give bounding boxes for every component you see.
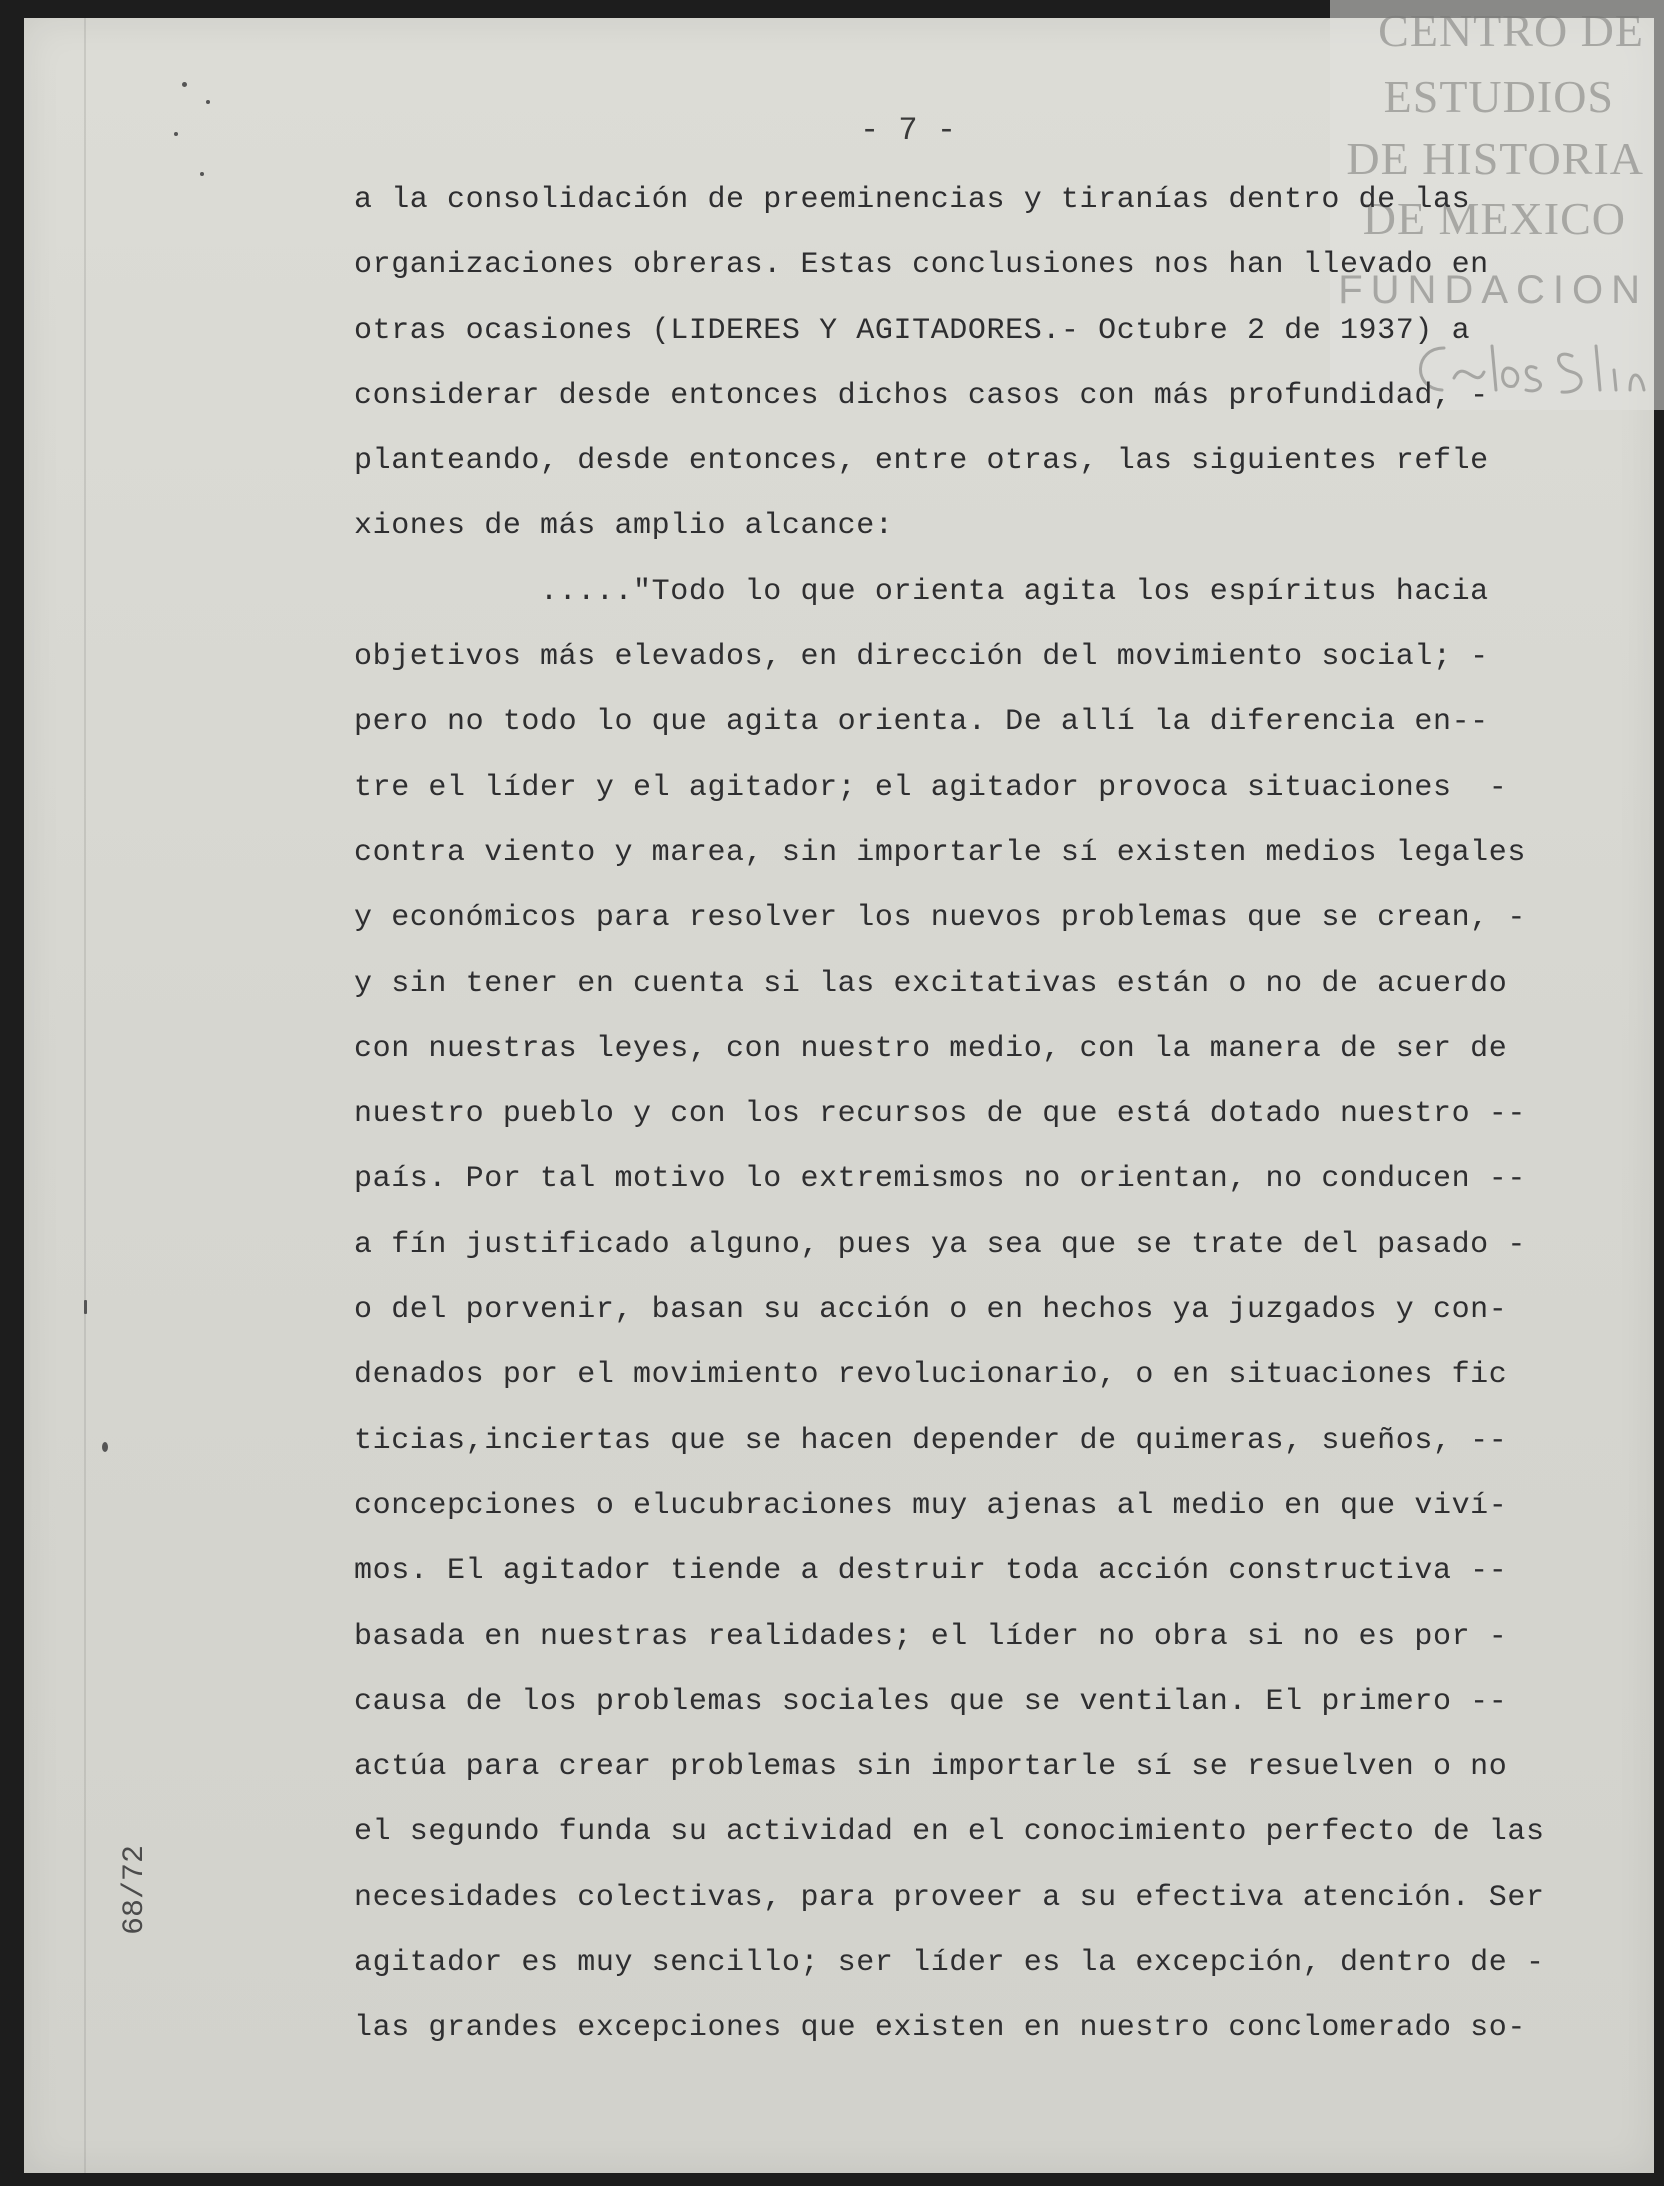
text-line: país. Por tal motivo lo extremismos no orientan, no conducen --: [354, 1162, 1526, 1197]
text-line: basada en nuestras realidades; el líder no obra si no es por -: [354, 1619, 1508, 1654]
page-number: - 7 -: [860, 112, 957, 149]
text-line: y económicos para resolver los nuevos problemas que se crean, -: [354, 901, 1526, 936]
text-line: xiones de más amplio alcance:: [354, 509, 894, 544]
text-line: mos. El agitador tiende a destruir toda acción constructiva --: [354, 1554, 1508, 1589]
text-line: a la consolidación de preeminencias y tiranías dentro de las: [354, 183, 1471, 217]
text-line: considerar desde entonces dichos casos con más profundidad, -: [354, 378, 1489, 413]
text-line: y sin tener en cuenta si las excitativas están o no de acuerdo: [354, 966, 1508, 1001]
text-line: concepciones o elucubraciones muy ajenas al medio en que viví-: [354, 1488, 1508, 1523]
text-line: o del porvenir, basan su acción o en hechos ya juzgados y con-: [354, 1293, 1508, 1328]
paper-edge-line: [84, 18, 86, 2173]
margin-folio-note: 68/72: [118, 1844, 152, 1935]
watermark-line: DE HISTORIA: [1346, 133, 1644, 184]
text-line: con nuestras leyes, con nuestro medio, con la manera de ser de: [354, 1031, 1508, 1066]
paper-speck: [182, 82, 187, 87]
text-line: causa de los problemas sociales que se ventilan. El primero --: [354, 1684, 1508, 1719]
text-line: ....."Todo lo que orienta agita los espíritus hacia: [354, 574, 1489, 609]
text-line: contra viento y marea, sin importarle sí existen medios legales: [354, 835, 1526, 870]
paper-speck: [84, 1300, 87, 1314]
text-line: las grandes excepciones que existen en nuestro conclomerado so-: [354, 2011, 1526, 2046]
text-line: denados por el movimiento revolucionario, o en situaciones fic: [354, 1358, 1508, 1393]
text-line: pero no todo lo que agita orienta. De allí la diferencia en--: [354, 705, 1489, 740]
watermark-line: CENTRO DE: [1378, 5, 1644, 56]
text-line: agitador es muy sencillo; ser líder es la excepción, dentro de -: [354, 1946, 1545, 1981]
text-line: tre el líder y el agitador; el agitador provoca situaciones -: [354, 770, 1508, 805]
text-line: actúa para crear problemas sin importarle sí se resuelven o no: [354, 1750, 1508, 1785]
text-line: necesidades colectivas, para proveer a su efectiva atención. Ser: [354, 1880, 1545, 1915]
text-line: nuestro pueblo y con los recursos de que está dotado nuestro --: [354, 1097, 1526, 1132]
text-line: a fín justificado alguno, pues ya sea que se trate del pasado -: [354, 1227, 1526, 1262]
text-line: planteando, desde entonces, entre otras, las siguientes refle: [354, 444, 1489, 479]
text-line: otras ocasiones (LIDERES Y AGITADORES.- Octubre 2 de 1937) a: [354, 313, 1471, 348]
paper-speck: [206, 100, 210, 104]
typewritten-body: [354, 168, 1654, 2062]
paper-speck: [102, 1442, 108, 1452]
watermark-line: FUNDACION: [1338, 268, 1648, 312]
text-line: ticias,inciertas que se hacen depender de quimeras, sueños, --: [354, 1423, 1508, 1458]
watermark-line: ESTUDIOS: [1383, 71, 1614, 122]
text-line: el segundo funda su actividad en el conocimiento perfecto de las: [354, 1815, 1545, 1850]
watermark-line: DE MEXICO: [1362, 193, 1626, 244]
text-line: objetivos más elevados, en dirección del movimiento social; -: [354, 640, 1489, 675]
text-line: organizaciones obreras. Estas conclusiones nos han llevado en: [354, 248, 1489, 283]
paper-speck: [174, 132, 178, 136]
paper-speck: [200, 172, 204, 176]
